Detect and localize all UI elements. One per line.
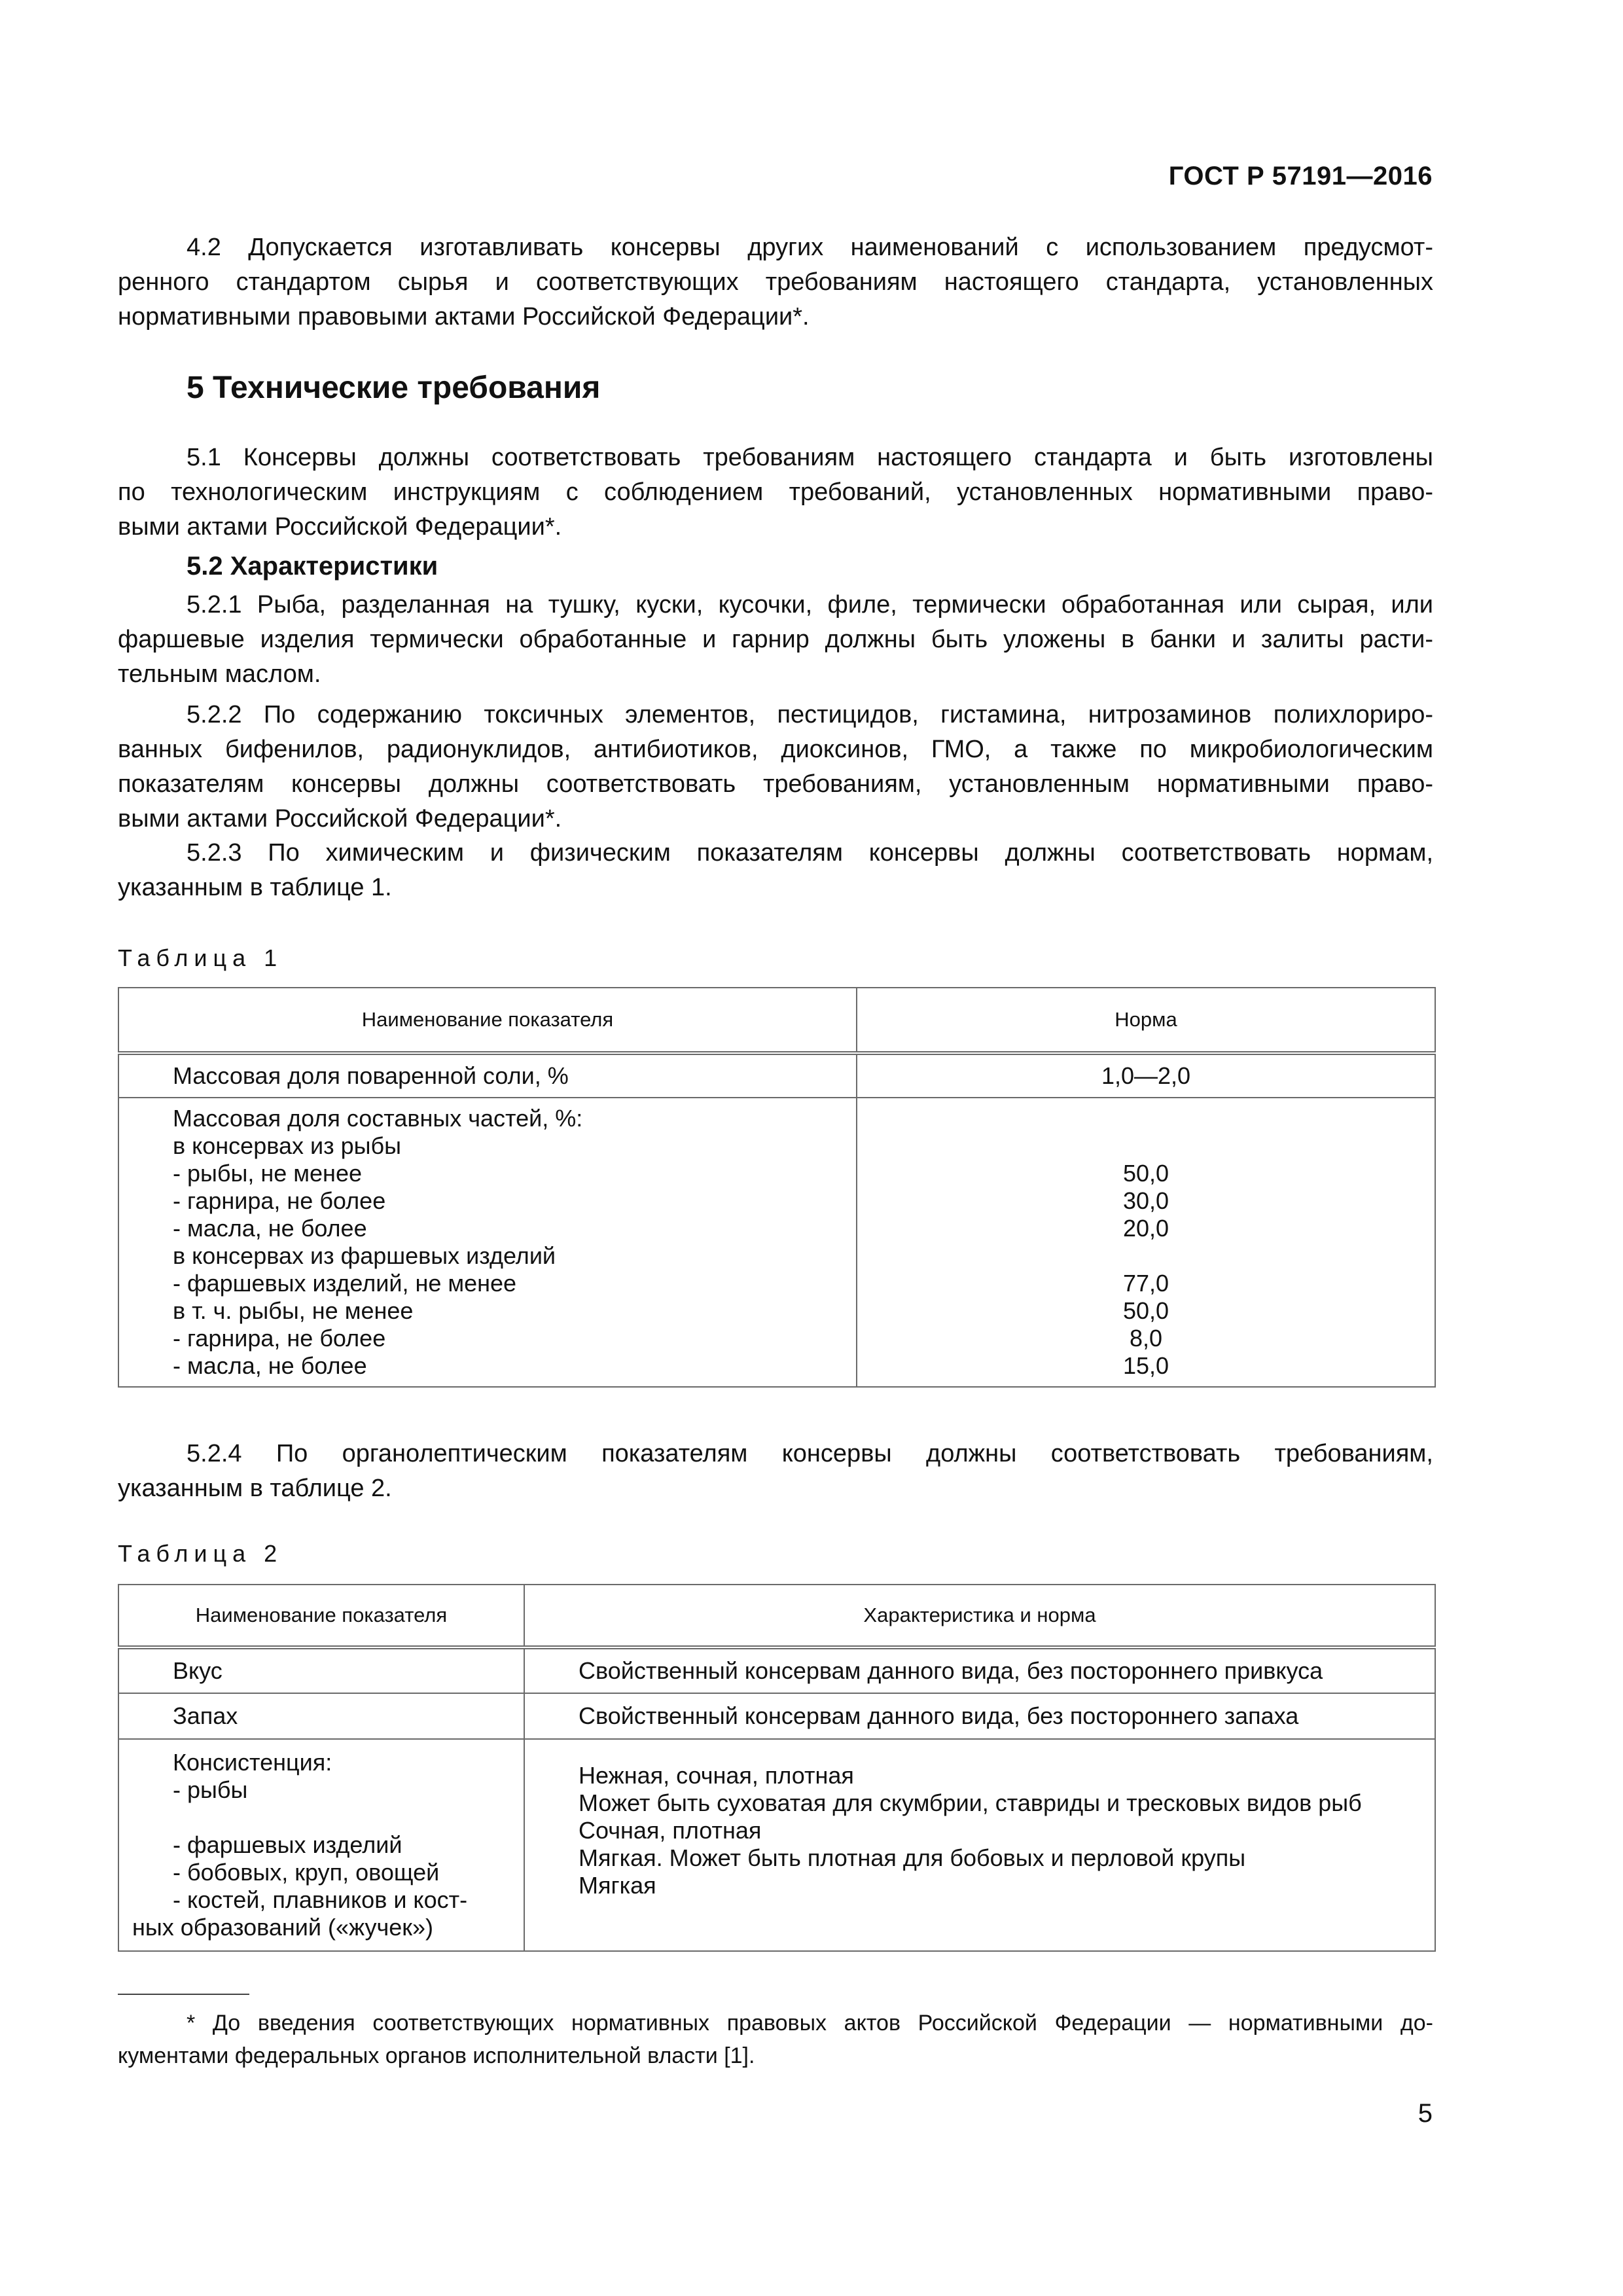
characteristic-line: Мягкая. Может быть плотная для бобовых и перловой крупы [579, 1844, 1246, 1871]
column-header-norm: Норма [857, 988, 1435, 1053]
paragraph-line: фаршевые изделия термически обработанные и гарнир должны быть уложены в банки и залиты расти- [118, 626, 1433, 653]
cell-value: 1,0—2,0 [857, 1053, 1435, 1098]
parameter-line: - костей, плавников и кост- [173, 1886, 468, 1913]
parameter-line: - гарнира, не более [173, 1325, 386, 1352]
value-line: 30,0 [1122, 1187, 1169, 1214]
parameter-line [173, 1804, 510, 1831]
paragraph-line: ренного стандартом сырья и соответствующих требованиям настоящего стандарта, установленных [118, 268, 1433, 296]
paragraph-line: показателям консервы должны соответствовать требованиям, установленным нормативными право- [118, 770, 1433, 798]
parameter-line: - гарнира, не более [173, 1187, 386, 1214]
cell-parameter: Вкус [118, 1647, 524, 1693]
cell-characteristic-list [524, 1739, 1435, 1951]
paragraph-5-2-3 [118, 836, 1433, 905]
paragraph-line: по технологическим инструкциям с соблюдением требований, установленных нормативными право- [118, 478, 1433, 506]
paragraph-line: 5.2.2 По содержанию токсичных элементов, пестицидов, гистамина, нитрозаминов полихлориро- [187, 701, 1433, 728]
paragraph-5-1 [118, 440, 1433, 545]
table-row [118, 1693, 1435, 1739]
value-line: 8,0 [1129, 1325, 1163, 1352]
page-number: 5 [1418, 2099, 1433, 2128]
paragraph-5-2-1 [118, 588, 1433, 692]
paragraph-5-2-4 [118, 1437, 1433, 1506]
subsection-heading: 5.2 Характеристики [187, 552, 438, 581]
section-heading: 5 Технические требования [187, 370, 601, 405]
characteristic-line [579, 1899, 1421, 1927]
characteristic-line: Нежная, сочная, плотная [579, 1762, 854, 1789]
paragraph-line: 5.2.3 По химическим и физическим показателям консервы должны соответствовать нормам, [187, 839, 1433, 867]
paragraph-4-2 [118, 230, 1433, 334]
parameter-line: Консистенция: [173, 1749, 332, 1776]
footnote-divider [118, 1994, 249, 1995]
cell-parameter-list [118, 1098, 857, 1387]
table-1-caption: Таблица 1 [118, 944, 283, 971]
parameter-line: - бобовых, круп, овощей [173, 1859, 440, 1886]
cell-parameter: Запах [118, 1693, 524, 1739]
paragraph-line: 5.2.1 Рыба, разделанная на тушку, куски, кусочки, филе, термически обработанная или сырая, или [187, 591, 1433, 619]
value-line: 77,0 [1122, 1270, 1169, 1297]
paragraph-line: нормативными правовыми актами Российской Федерации*. [118, 303, 810, 331]
characteristic-line: Может быть суховатая для скумбрии, ставриды и тресковых видов рыб [579, 1789, 1362, 1816]
paragraph-line: тельным маслом. [118, 660, 321, 688]
parameter-line: - рыбы [173, 1776, 248, 1803]
characteristic-line: Сочная, плотная [579, 1817, 762, 1844]
cell-parameter-list [118, 1739, 524, 1951]
table-header-row [118, 988, 1435, 1053]
cell-value-list [857, 1098, 1435, 1387]
parameter-line: - масла, не более [173, 1352, 367, 1379]
value-line: 50,0 [1122, 1297, 1169, 1324]
table-2 [118, 1584, 1436, 1952]
table-2-caption: Таблица 2 [118, 1540, 283, 1567]
parameter-line: - фаршевых изделий, не менее [173, 1270, 517, 1297]
document-code: ГОСТ Р 57191—2016 [1168, 162, 1433, 190]
cell-parameter: Массовая доля поваренной соли, % [118, 1053, 857, 1098]
paragraph-line: указанным в таблице 1. [118, 874, 392, 901]
paragraph-5-2-2 [118, 698, 1433, 836]
column-header-name: Наименование показателя [118, 988, 857, 1053]
table-row [118, 1098, 1435, 1387]
parameter-line: - масла, не более [173, 1215, 367, 1242]
parameter-line: - фаршевых изделий [173, 1831, 402, 1858]
value-line: 50,0 [1122, 1160, 1169, 1187]
value-line [857, 1242, 1435, 1270]
paragraph-line: 5.2.4 По органолептическим показателям консервы должны соответствовать требованиям, [187, 1440, 1433, 1467]
column-header-name: Наименование показателя [118, 1585, 524, 1647]
footnote [118, 2007, 1433, 2072]
table-1 [118, 987, 1436, 1388]
value-line [857, 1105, 1435, 1132]
cell-characteristic: Свойственный консервам данного вида, без постороннего запаха [524, 1693, 1435, 1739]
parameter-line: - рыбы, не менее [173, 1160, 362, 1187]
parameter-line: в консервах из фаршевых изделий [173, 1242, 556, 1269]
footnote-line: * До введения соответствующих нормативных правовых актов Российской Федерации — нормативными до- [187, 2011, 1433, 2036]
paragraph-line: 4.2 Допускается изготавливать консервы других наименований с использованием предусмот- [187, 234, 1433, 261]
paragraph-line: выми актами Российской Федерации*. [118, 513, 562, 541]
table-row [118, 1647, 1435, 1693]
footnote-line: кументами федеральных органов исполнительной власти [1]. [118, 2043, 755, 2068]
paragraph-line: ванных бифенилов, радионуклидов, антибиотиков, диоксинов, ГМО, а также по микробиологическим [118, 736, 1433, 763]
parameter-line: в т. ч. рыбы, не менее [173, 1297, 414, 1324]
paragraph-line: выми актами Российской Федерации*. [118, 805, 562, 833]
column-header-characteristic: Характеристика и норма [524, 1585, 1435, 1647]
value-line: 15,0 [1122, 1352, 1169, 1379]
value-line: 20,0 [1122, 1215, 1169, 1242]
value-line [857, 1132, 1435, 1160]
paragraph-line: 5.1 Консервы должны соответствовать требованиям настоящего стандарта и быть изготовлены [187, 444, 1433, 471]
characteristic-line [579, 1749, 1421, 1762]
paragraph-line: указанным в таблице 2. [118, 1475, 392, 1502]
table-row [118, 1739, 1435, 1951]
parameter-line: ных образований («жучек») [132, 1914, 434, 1941]
table-header-row [118, 1585, 1435, 1647]
table-row [118, 1053, 1435, 1098]
parameter-line: Массовая доля составных частей, %: [173, 1105, 583, 1132]
characteristic-line: Мягкая [579, 1872, 656, 1899]
parameter-line: в консервах из рыбы [173, 1132, 401, 1159]
cell-characteristic: Свойственный консервам данного вида, без постороннего привкуса [524, 1647, 1435, 1693]
